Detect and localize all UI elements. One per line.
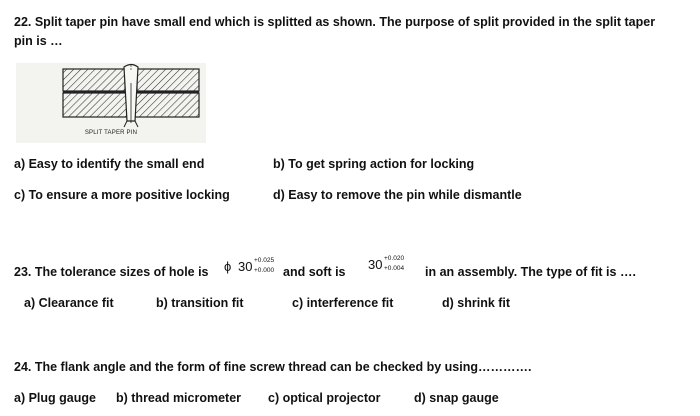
q24-option-b[interactable]: b) thread micrometer — [116, 391, 242, 405]
hole-lower-deviation: +0.000 — [254, 267, 275, 274]
q22-option-c[interactable]: c) To ensure a more positive locking — [14, 188, 230, 202]
q23-option-a[interactable]: a) Clearance fit — [24, 296, 114, 310]
figure-caption: SPLIT TAPER PIN — [84, 130, 138, 136]
shaft-lower-deviation: +0.004 — [384, 265, 405, 272]
q23-question-part1: 23. The tolerance sizes of hole is — [14, 265, 209, 279]
q22-option-a[interactable]: a) Easy to identify the small end — [14, 157, 205, 171]
q24-question: 24. The flank angle and the form of fine screw thread can be checked by using…………. — [14, 360, 532, 374]
q23-option-c[interactable]: c) interference fit — [292, 296, 394, 310]
shaft-upper-deviation: +0.020 — [384, 255, 405, 262]
hole-upper-deviation: +0.025 — [254, 257, 275, 264]
q23-question-part3: in an assembly. The type of fit is …. — [425, 265, 636, 279]
q24-option-d[interactable]: d) snap gauge — [414, 391, 499, 405]
shaft-basic-size: 30 — [368, 257, 383, 272]
q23-option-b[interactable]: b) transition fit — [156, 296, 244, 310]
q22-question-line1: 22. Split taper pin have small end which is splitted as shown. The purpose of split provided in the split taper — [14, 15, 656, 29]
q24-option-a[interactable]: a) Plug gauge — [14, 391, 96, 405]
q23-option-d[interactable]: d) shrink fit — [442, 296, 511, 310]
split-taper-pin-figure — [16, 63, 206, 143]
hole-basic-size: 30 — [238, 259, 253, 274]
q22-question-line2: pin is … — [14, 34, 63, 48]
q22-option-b[interactable]: b) To get spring action for locking — [273, 157, 475, 171]
q24-option-c[interactable]: c) optical projector — [268, 391, 381, 405]
q23-question-part2: and soft is — [283, 265, 346, 279]
shaft-tolerance — [366, 254, 414, 278]
diameter-symbol-icon: ϕ — [224, 259, 232, 274]
q22-option-d[interactable]: d) Easy to remove the pin while dismantle — [273, 188, 522, 202]
hole-tolerance — [216, 255, 280, 279]
